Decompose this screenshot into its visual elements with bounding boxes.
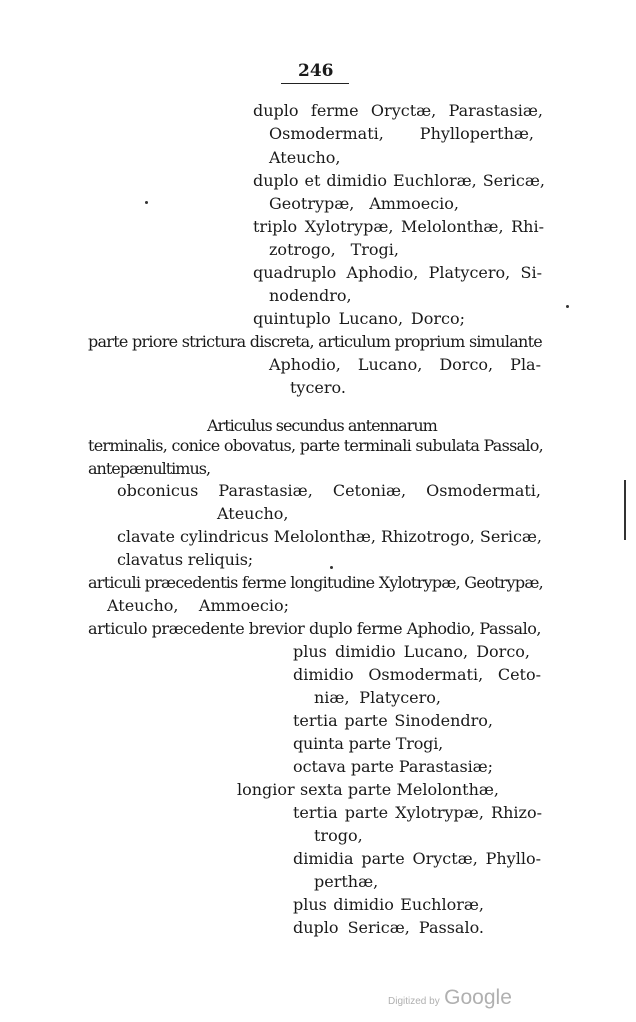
text-line: parte priore strictura discreta, articulum proprium simulante — [88, 332, 543, 351]
text-line: Ateucho, — [217, 504, 289, 523]
text-line: triplo Xylotrypæ, Melolonthæ, Rhi- — [253, 217, 544, 236]
text-line: dimidio Osmodermati, Ceto- — [293, 665, 541, 684]
text-line: trogo, — [314, 826, 363, 845]
text-line: niæ, Platycero, — [314, 688, 441, 707]
text-line: dimidia parte Oryctæ, Phyllo- — [293, 849, 541, 868]
google-logo: Google — [444, 986, 512, 1009]
text-line: longior sexta parte Melolonthæ, — [237, 780, 499, 799]
text-line: clavate cylindricus Melolonthæ, Rhizotrogo, Sericæ, — [117, 527, 542, 546]
watermark-prefix: Digitized by — [388, 996, 440, 1007]
ink-speck — [566, 305, 569, 308]
text-line: plus dimidio Lucano, Dorco, — [293, 642, 530, 661]
text-line: terminalis, conice obovatus, parte terminali subulata Passalo, — [88, 436, 543, 455]
section-heading: Articulus secundus antennarum — [207, 416, 437, 435]
text-line: tycero. — [290, 378, 346, 397]
text-line: Ateucho, — [269, 148, 341, 167]
header-rule — [281, 83, 349, 84]
text-line: quadruplo Aphodio, Platycero, Si- — [253, 263, 542, 282]
text-line: plus dimidio Euchloræ, — [293, 895, 484, 914]
text-line: octava parte Parastasiæ; — [293, 757, 493, 776]
text-line: obconicus Parastasiæ, Cetoniæ, Osmodermati, — [117, 481, 541, 500]
text-line: articulo præcedente brevior duplo ferme Aphodio, Passalo, — [88, 619, 542, 638]
text-line: articuli præcedentis ferme longitudine Xylotrypæ, Geotrypæ, — [88, 573, 543, 592]
text-line: perthæ, — [314, 872, 379, 891]
text-line: clavatus reliquis; — [117, 550, 254, 569]
text-line: duplo et dimidio Euchloræ, Sericæ, — [253, 171, 545, 190]
text-line: tertia parte Sinodendro, — [293, 711, 493, 730]
ink-speck — [145, 201, 148, 204]
text-line: Osmodermati, Phylloperthæ, — [269, 124, 534, 143]
text-line: duplo Sericæ, Passalo. — [293, 918, 484, 937]
text-line: nodendro, — [269, 286, 352, 305]
text-line: Geotrypæ, Ammoecio, — [269, 194, 459, 213]
page-edge-mark — [624, 480, 636, 540]
text-line: zotrogo, Trogi, — [269, 240, 399, 259]
page-number: 246 — [298, 61, 334, 81]
text-line: Aphodio, Lucano, Dorco, Pla- — [269, 355, 541, 374]
text-line: Ateucho, Ammoecio; — [107, 596, 289, 615]
text-line: tertia parte Xylotrypæ, Rhizo- — [293, 803, 542, 822]
text-line: quinta parte Trogi, — [293, 734, 443, 753]
text-line: duplo ferme Oryctæ, Parastasiæ, — [253, 101, 543, 120]
digitized-watermark — [388, 986, 512, 1010]
text-line: quintuplo Lucano, Dorco; — [253, 309, 465, 328]
text-line: antepænultimus, — [88, 459, 211, 478]
ink-speck — [330, 566, 333, 569]
